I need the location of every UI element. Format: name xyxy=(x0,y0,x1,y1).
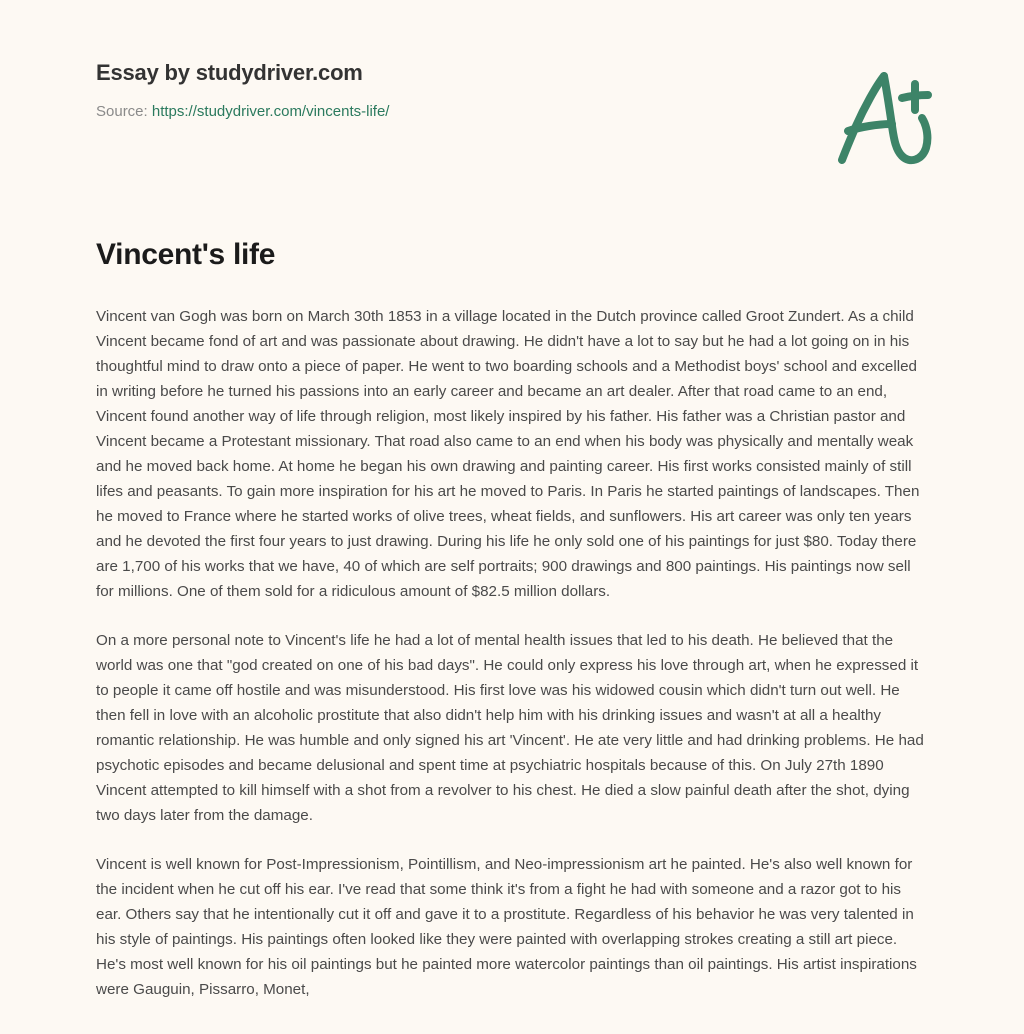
essay-paragraph: Vincent is well known for Post-Impressionism, Pointillism, and Neo-impressionism art he painted. He's also well known for the incident when he cut off his ear. I've read that some think it's from a fight he had with someone and a razor got to his ear. Others say that he intentionally cut it off and gave it to a prostitute. Regardless of his behavior he was very talented in his style of paintings. His paintings often looked like they were painted with overlapping strokes creating a still art piece. He's most well known for his oil paintings but he painted more watercolor paintings than oil paintings. His artist inspirations were Gauguin, Pissarro, Monet, xyxy=(96,855,917,998)
brand-title: Essay by studydriver.com xyxy=(96,60,363,85)
essay-paragraph: Vincent van Gogh was born on March 30th 1853 in a village located in the Dutch province called Groot Zundert. As a child Vincent became fond of art and was passionate about drawing. He didn't have a lot to say but he had a lot going on in his thoughtful mind to draw onto a piece of paper. He went to two boarding schools and a Methodist boys' school and excelled in writing before he turned his passions into an early career and became an art dealer. After that road came to an end, Vincent found another way of life through religion, most likely inspired by his father. His father was a Christian pastor and Vincent became a Protestant missionary. That road also came to an end when his body was physically and mentally weak and he moved back home. At home he began his own drawing and painting career. His first works consisted mainly of still lifes and peasants. To gain more inspiration for his art he moved to Paris. In Paris he started paintings of landscapes. Then he moved to France where he started works of olive trees, wheat fields, and sunflowers. His art career was only ten years and he devoted the first four years to just drawing. During his life he only sold one of his paintings for just $80. Today there are 1,700 of his works that we have, 40 of which are self portraits; 900 drawings and 800 paintings. His paintings now sell for millions. One of them sold for a ridiculous amount of $82.5 million dollars. xyxy=(96,307,920,600)
source-label: Source: xyxy=(96,103,148,121)
essay-document xyxy=(96,236,928,1002)
a-plus-logo xyxy=(826,68,946,170)
page-title: Vincent's life xyxy=(96,238,276,271)
page-header xyxy=(96,60,928,170)
source-url-link[interactable]: https://studydriver.com/vincents-life/ xyxy=(151,103,390,121)
a-plus-logo-icon xyxy=(826,68,946,170)
essay-paragraph: On a more personal note to Vincent's life he had a lot of mental health issues that led to his death. He believed that the world was one that "god created on one of his bad days". He could only express his love through art, when he expressed it to people it came off hostile and was misunderstood. His first love was his widowed cousin which didn't turn out well. He then fell in love with an alcoholic prostitute that also didn't help him with his drinking issues and wasn't at all a healthy romantic relationship. He was humble and only signed his art 'Vincent'. He ate very little and had drinking problems. He had psychotic episodes and became delusional and spent time at psychiatric hospitals because of this. On July 27th 1890 Vincent attempted to kill himself with a shot from a revolver to his chest. He died a slow painful death after the shot, dying two days later from the damage. xyxy=(96,631,924,824)
essay-body xyxy=(96,304,928,1002)
source-line xyxy=(96,102,928,122)
